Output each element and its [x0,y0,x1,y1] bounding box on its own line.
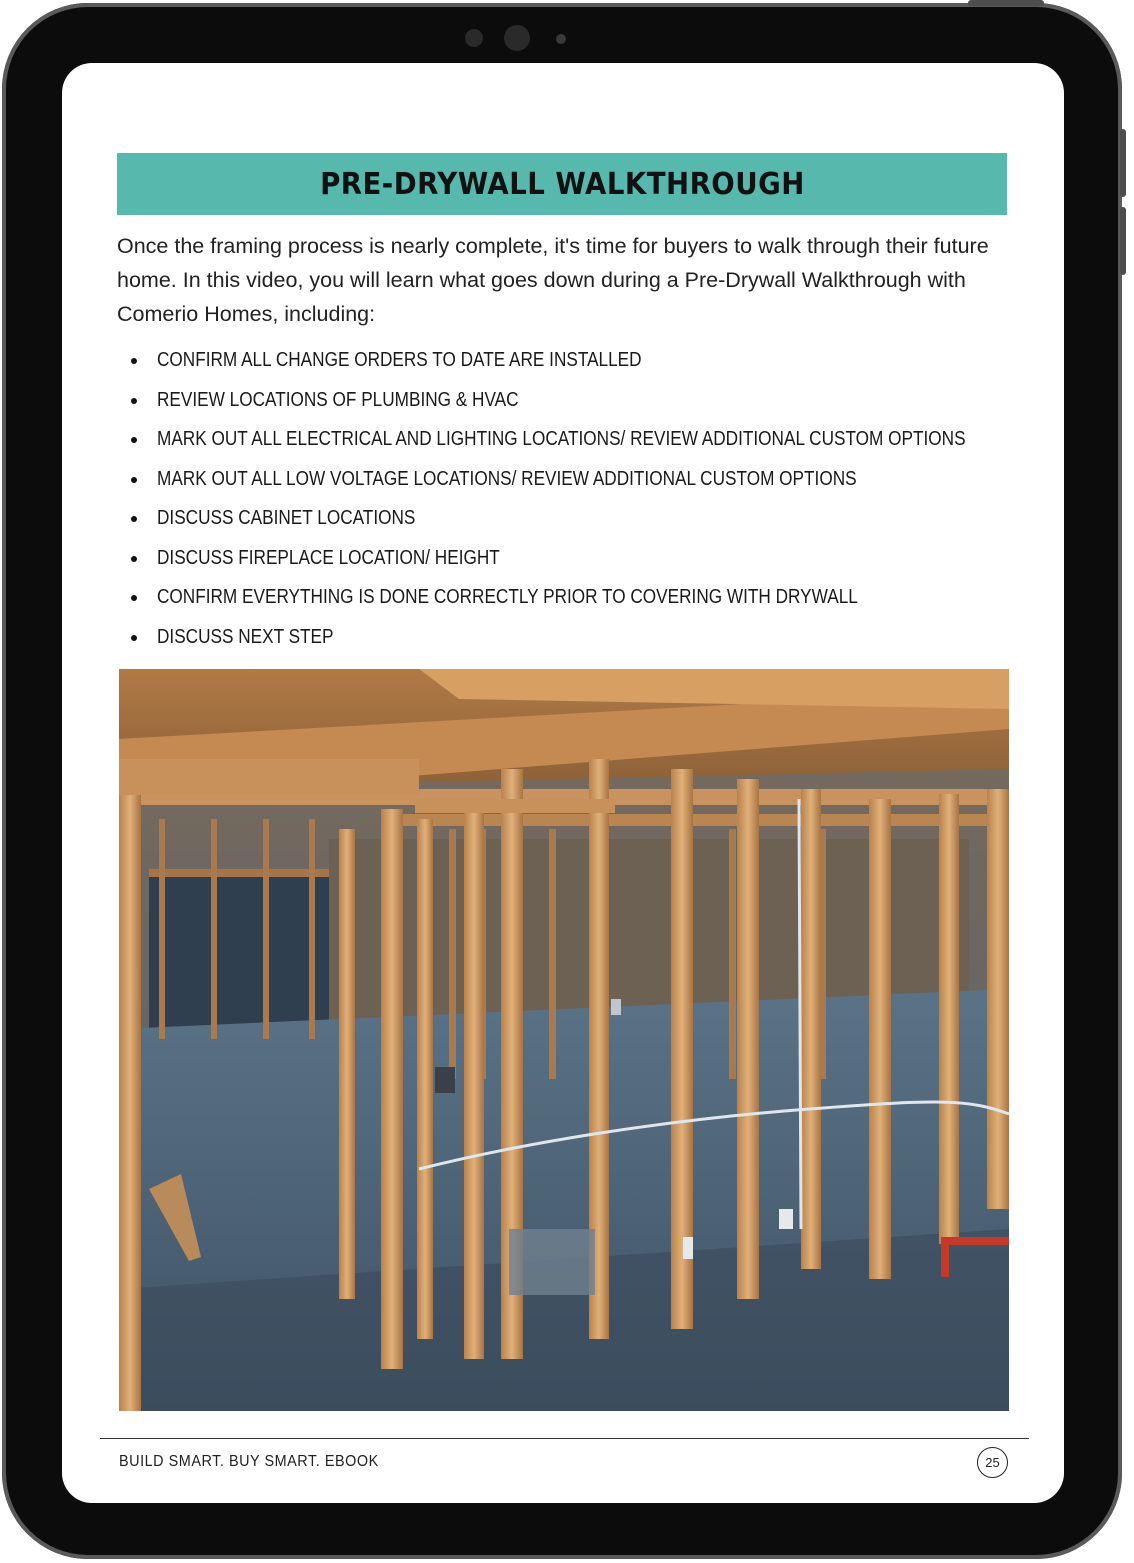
intro-paragraph: Once the framing process is nearly complete, it's time for buyers to walk through their future home. In this video, you will learn what goes down during a Pre-Drywall Walkthrough with Comerio Homes, including: [117,234,989,326]
list-item-text: DISCUSS NEXT STEP [157,625,334,648]
top-button [968,0,1044,6]
list-item [117,420,1017,460]
bullet-icon [131,437,137,443]
page-number: 25 [977,1447,1008,1478]
list-item [117,460,1017,500]
camera-icon [504,25,530,51]
list-item [117,539,1017,579]
sensor-icon [465,29,483,47]
bullet-icon [131,477,137,483]
list-item-text: MARK OUT ALL LOW VOLTAGE LOCATIONS/ REVIEW ADDITIONAL CUSTOM OPTIONS [157,467,857,490]
list-item [117,578,1017,618]
title-banner [117,153,1007,215]
footer-divider [100,1438,1029,1439]
list-item [117,381,1017,421]
bullet-icon [131,358,137,364]
list-item-text: DISCUSS CABINET LOCATIONS [157,507,416,530]
footer-title: BUILD SMART. BUY SMART. EBOOK [119,1453,379,1470]
bullet-icon [131,398,137,404]
volume-up-button [1120,129,1126,197]
bullet-icon [131,556,137,562]
list-item-text: CONFIRM EVERYTHING IS DONE CORRECTLY PRIOR TO COVERING WITH DRYWALL [157,586,858,609]
ebook-page [62,63,1064,1503]
bullet-icon [131,516,137,522]
light-sensor-icon [556,34,566,44]
volume-down-button [1120,207,1126,275]
list-item-text: DISCUSS FIREPLACE LOCATION/ HEIGHT [157,546,500,569]
list-item-text: MARK OUT ALL ELECTRICAL AND LIGHTING LOCATIONS/ REVIEW ADDITIONAL CUSTOM OPTIONS [157,428,966,451]
bullet-icon [131,595,137,601]
list-item [117,499,1017,539]
list-item-text: REVIEW LOCATIONS OF PLUMBING & HVAC [157,388,519,411]
list-item [117,341,1017,381]
checklist [117,341,1017,657]
bullet-icon [131,635,137,641]
list-item-text: CONFIRM ALL CHANGE ORDERS TO DATE ARE INSTALLED [157,349,642,372]
page-title: PRE-DRYWALL WALKTHROUGH [319,166,805,202]
framing-photo [119,669,1009,1411]
list-item [117,618,1017,658]
